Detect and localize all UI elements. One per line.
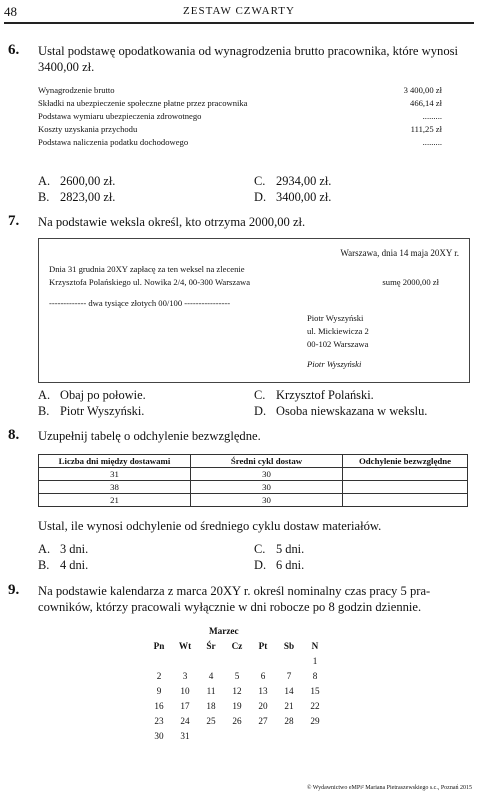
bill-line-2: Krzysztofa Polańskiego ul. Nowika 2/4, 00-300 Warszawa bbox=[49, 277, 251, 287]
calendar-day: 29 bbox=[310, 715, 320, 726]
calendar-day: 3 bbox=[182, 670, 188, 681]
bill-issuer-street: ul. Mickiewicza 2 bbox=[307, 326, 369, 336]
table-cell: 38 bbox=[39, 481, 191, 494]
table-header-row bbox=[39, 455, 468, 468]
option-c[interactable]: C. 5 dni. bbox=[254, 542, 305, 556]
question-8-text: Uzupełnij tabelę o odchylenie bezwzględne. bbox=[38, 429, 261, 443]
option-b[interactable]: B. 2823,00 zł. bbox=[38, 190, 116, 204]
answer-cell[interactable] bbox=[343, 468, 468, 481]
calendar-day bbox=[198, 653, 224, 668]
calendar-day bbox=[172, 653, 198, 668]
calendar-day: 30 bbox=[154, 730, 164, 741]
option-a[interactable]: A. Obaj po połowie. bbox=[38, 388, 146, 402]
calc-label: Podstawa wymiaru ubezpieczenia zdrowotnego bbox=[38, 111, 202, 121]
option-d[interactable]: D. Osoba niewskazana w wekslu. bbox=[254, 404, 428, 418]
salary-calculation-table bbox=[38, 84, 442, 149]
calendar-day: 7 bbox=[286, 670, 292, 681]
calendar-month: Marzec bbox=[209, 626, 239, 636]
answer-cell[interactable] bbox=[343, 494, 468, 507]
calendar-day: 23 bbox=[154, 715, 164, 726]
table-cell: 30 bbox=[191, 481, 343, 494]
question-6-text: Ustal podstawę opodatkowania od wynagrodzenia brutto pracownika, które wynosi 3400,00 zł. bbox=[38, 44, 459, 74]
calendar-day: 12 bbox=[232, 685, 242, 696]
option-a[interactable]: A. 3 dni. bbox=[38, 542, 89, 556]
table-cell: 31 bbox=[39, 468, 191, 481]
bill-place-date: Warszawa, dnia 14 maja 20XY r. bbox=[340, 248, 459, 258]
calc-row bbox=[38, 136, 442, 149]
calendar-day: 21 bbox=[284, 700, 294, 711]
calendar-day: 16 bbox=[154, 700, 164, 711]
question-6-number: 6. bbox=[8, 42, 20, 58]
calendar-header-row bbox=[146, 638, 328, 653]
calc-row bbox=[38, 84, 442, 97]
calendar-day: 9 bbox=[156, 685, 162, 696]
bill-amount-words: ------------- dwa tysiące złotych 00/100 ---------------- bbox=[49, 298, 231, 308]
bill-issuer-name: Piotr Wyszyński bbox=[307, 313, 364, 323]
column-header: Odchylenie bezwzględne bbox=[343, 455, 468, 468]
calendar-day bbox=[276, 728, 302, 743]
calc-value: 3 400,00 zł bbox=[403, 85, 442, 95]
calendar-day: 19 bbox=[232, 700, 242, 711]
calendar-day bbox=[276, 653, 302, 668]
calendar-day: 18 bbox=[206, 700, 216, 711]
calc-label: Wynagrodzenie brutto bbox=[38, 85, 115, 95]
calendar-day: 1 bbox=[312, 655, 318, 666]
calendar-day: 11 bbox=[206, 685, 216, 696]
calendar-day bbox=[224, 653, 250, 668]
bill-line-1: Dnia 31 grudnia 20XY zapłacę za ten weksel na zlecenie bbox=[49, 264, 245, 274]
calendar-day: 17 bbox=[180, 700, 190, 711]
calendar-day: 20 bbox=[258, 700, 268, 711]
option-d[interactable]: D. 3400,00 zł. bbox=[254, 190, 332, 204]
calendar-day bbox=[146, 653, 172, 668]
calc-row bbox=[38, 110, 442, 123]
question-8-number: 8. bbox=[8, 427, 20, 443]
calc-row bbox=[38, 97, 442, 110]
weekday-label: Śr bbox=[206, 640, 216, 651]
weekday-label: Sb bbox=[283, 640, 295, 651]
calendar-day: 15 bbox=[310, 685, 320, 696]
weekday-label: Pt bbox=[258, 640, 268, 651]
table-row bbox=[39, 468, 468, 481]
page-header-title: ZESTAW CZWARTY bbox=[183, 5, 295, 17]
deviation-table bbox=[38, 454, 468, 507]
calendar-day: 24 bbox=[180, 715, 190, 726]
option-c[interactable]: C. 2934,00 zł. bbox=[254, 174, 332, 188]
calendar-day: 2 bbox=[156, 670, 162, 681]
question-8-subtext: Ustal, ile wynosi odchylenie od średniego cyklu dostaw materiałów. bbox=[38, 519, 382, 533]
calendar-day: 14 bbox=[284, 685, 294, 696]
weekday-label: N bbox=[311, 640, 319, 651]
table-row bbox=[39, 481, 468, 494]
calendar-body bbox=[146, 653, 328, 743]
calendar-day: 28 bbox=[284, 715, 294, 726]
weekday-label: Cz bbox=[231, 640, 243, 651]
answer-cell[interactable] bbox=[343, 481, 468, 494]
calendar-day bbox=[224, 728, 250, 743]
calendar-day: 31 bbox=[180, 730, 190, 741]
question-9-text-line-1: Na podstawie kalendarza z marca 20XY r. określ nominalny czas pracy 5 pra- bbox=[38, 584, 431, 598]
calc-label: Składki na ubezpieczenie społeczne płatne przez pracownika bbox=[38, 98, 248, 108]
calendar-day: 6 bbox=[260, 670, 266, 681]
weekday-label: Pn bbox=[153, 640, 165, 651]
calendar-day: 10 bbox=[180, 685, 190, 696]
calendar-day: 26 bbox=[232, 715, 242, 726]
table-cell: 21 bbox=[39, 494, 191, 507]
calendar-week-row bbox=[146, 683, 328, 698]
calendar-week-row bbox=[146, 668, 328, 683]
table-cell: 30 bbox=[191, 494, 343, 507]
calendar-week-row bbox=[146, 653, 328, 668]
calendar-day: 5 bbox=[234, 670, 240, 681]
question-9-text-line-2: cowników, którzy pracowali wyłącznie w dni robocze po 8 godzin dziennie. bbox=[38, 600, 422, 614]
calendar-day: 4 bbox=[208, 670, 214, 681]
bill-sum: sumę 2000,00 zł bbox=[382, 277, 439, 287]
calc-label: Koszty uzyskania przychodu bbox=[38, 124, 138, 134]
calc-value: 111,25 zł bbox=[410, 124, 442, 134]
calc-label: Podstawa naliczenia podatku dochodowego bbox=[38, 137, 189, 147]
bill-signature: Piotr Wyszyński bbox=[307, 359, 362, 369]
calendar-day: 27 bbox=[258, 715, 268, 726]
calendar-day: 13 bbox=[258, 685, 268, 696]
calendar-day: 8 bbox=[312, 670, 318, 681]
column-header: Średni cykl dostaw bbox=[191, 455, 343, 468]
calc-value: 466,14 zł bbox=[410, 98, 442, 108]
table-row bbox=[39, 494, 468, 507]
weekday-label: Wt bbox=[178, 640, 192, 651]
question-7-number: 7. bbox=[8, 213, 20, 229]
calendar-day bbox=[250, 728, 276, 743]
header-rule bbox=[4, 22, 474, 24]
calendar-week-row bbox=[146, 698, 328, 713]
calc-row bbox=[38, 123, 442, 136]
march-calendar bbox=[146, 638, 328, 743]
calendar-week-row bbox=[146, 728, 328, 743]
bill-issuer-city: 00-102 Warszawa bbox=[307, 339, 369, 349]
calendar-day: 22 bbox=[310, 700, 320, 711]
table-cell: 30 bbox=[191, 468, 343, 481]
option-a[interactable]: A. 2600,00 zł. bbox=[38, 174, 116, 188]
option-b[interactable]: B. Piotr Wyszyński. bbox=[38, 404, 145, 418]
calendar-day: 25 bbox=[206, 715, 216, 726]
calc-value: ......... bbox=[422, 137, 442, 147]
question-7-text: Na podstawie weksla określ, kto otrzyma 2000,00 zł. bbox=[38, 215, 306, 229]
calendar-day bbox=[250, 653, 276, 668]
calendar-week-row bbox=[146, 713, 328, 728]
option-b[interactable]: B. 4 dni. bbox=[38, 558, 89, 572]
page-number: 48 bbox=[4, 4, 17, 19]
footer-copyright: © Wydawnictwo eMPi² Mariana Pietraszewskiego s.c., Poznań 2015 bbox=[306, 785, 472, 791]
calc-value: ......... bbox=[422, 111, 442, 121]
question-9-number: 9. bbox=[8, 582, 20, 598]
bill-of-exchange bbox=[38, 238, 470, 383]
option-d[interactable]: D. 6 dni. bbox=[254, 558, 305, 572]
column-header: Liczba dni między dostawami bbox=[39, 455, 191, 468]
calendar-day bbox=[198, 728, 224, 743]
calendar-day bbox=[302, 728, 328, 743]
option-c[interactable]: C. Krzysztof Polański. bbox=[254, 388, 374, 402]
